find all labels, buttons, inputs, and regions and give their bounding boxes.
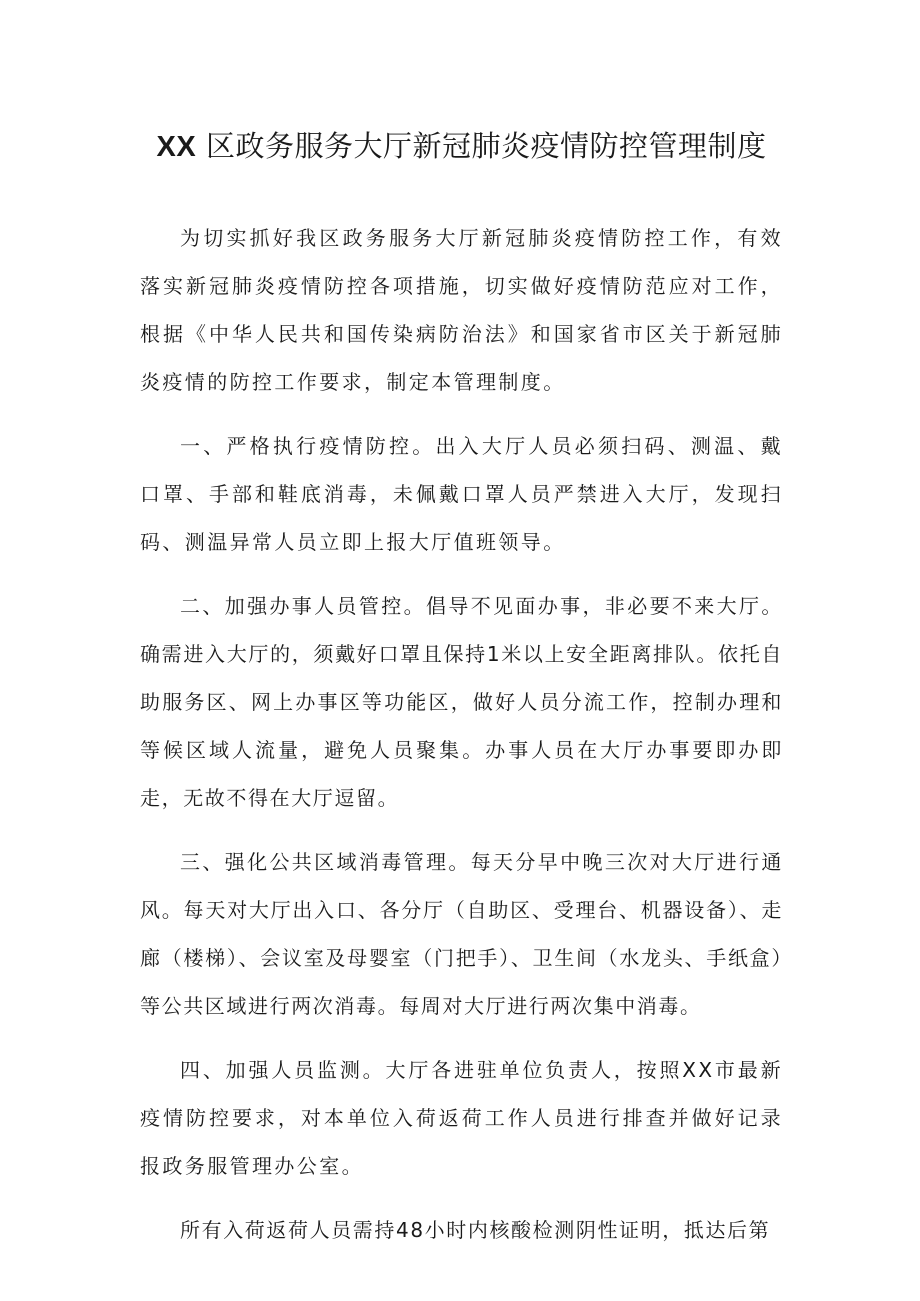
paragraph-section-2: 二、加强办事人员管控。倡导不见面办事，非必要不来大厅。确需进入大厅的，须戴好口罩且保持1米以上安全距离排队。依托自助服务区、网上办事区等功能区，做好人员分流工作，控制办理和等候区域人流量，避免人员聚集。办事人员在大厅办事要即办即走，无故不得在大厅逗留。 <box>140 594 783 810</box>
paragraph-section-1: 一、严格执行疫情防控。出入大厅人员必须扫码、测温、戴口罩、手部和鞋底消毒，未佩戴口罩人员严禁进入大厅，发现扫码、测温异常人员立即上报大厅值班领导。 <box>140 434 783 554</box>
paragraph-intro: 为切实抓好我区政务服务大厅新冠肺炎疫情防控工作，有效落实新冠肺炎疫情防控各项措施，切实做好疫情防范应对工作，根据《中华人民共和国传染病防治法》和国家省市区关于新冠肺炎疫情的防控工作要求，制定本管理制度。 <box>140 226 783 394</box>
paragraph-section-4: 四、加强人员监测。大厅各进驻单位负责人，按照XX市最新疫情防控要求，对本单位入荷返荷工作人员进行排查并做好记录报政务服管理办公室。 <box>140 1058 783 1178</box>
document-title <box>140 122 783 171</box>
document-body <box>140 214 783 1270</box>
title-text: 区政务服务大厅新冠肺炎疫情防控管理制度 <box>205 129 767 163</box>
paragraph-section-3: 三、强化公共区域消毒管理。每天分早中晚三次对大厅进行通风。每天对大厅出入口、各分厅（自助区、受理台、机器设备）、走廊（楼梯）、会议室及母婴室（门把手）、卫生间（水龙头、手纸盒）等公共区域进行两次消毒。每周对大厅进行两次集中消毒。 <box>140 850 783 1018</box>
title-region-code: XX <box>156 131 197 163</box>
paragraph-section-4-continued: 所有入荷返荷人员需持48小时内核酸检测阴性证明，抵达后第 <box>180 1218 771 1242</box>
